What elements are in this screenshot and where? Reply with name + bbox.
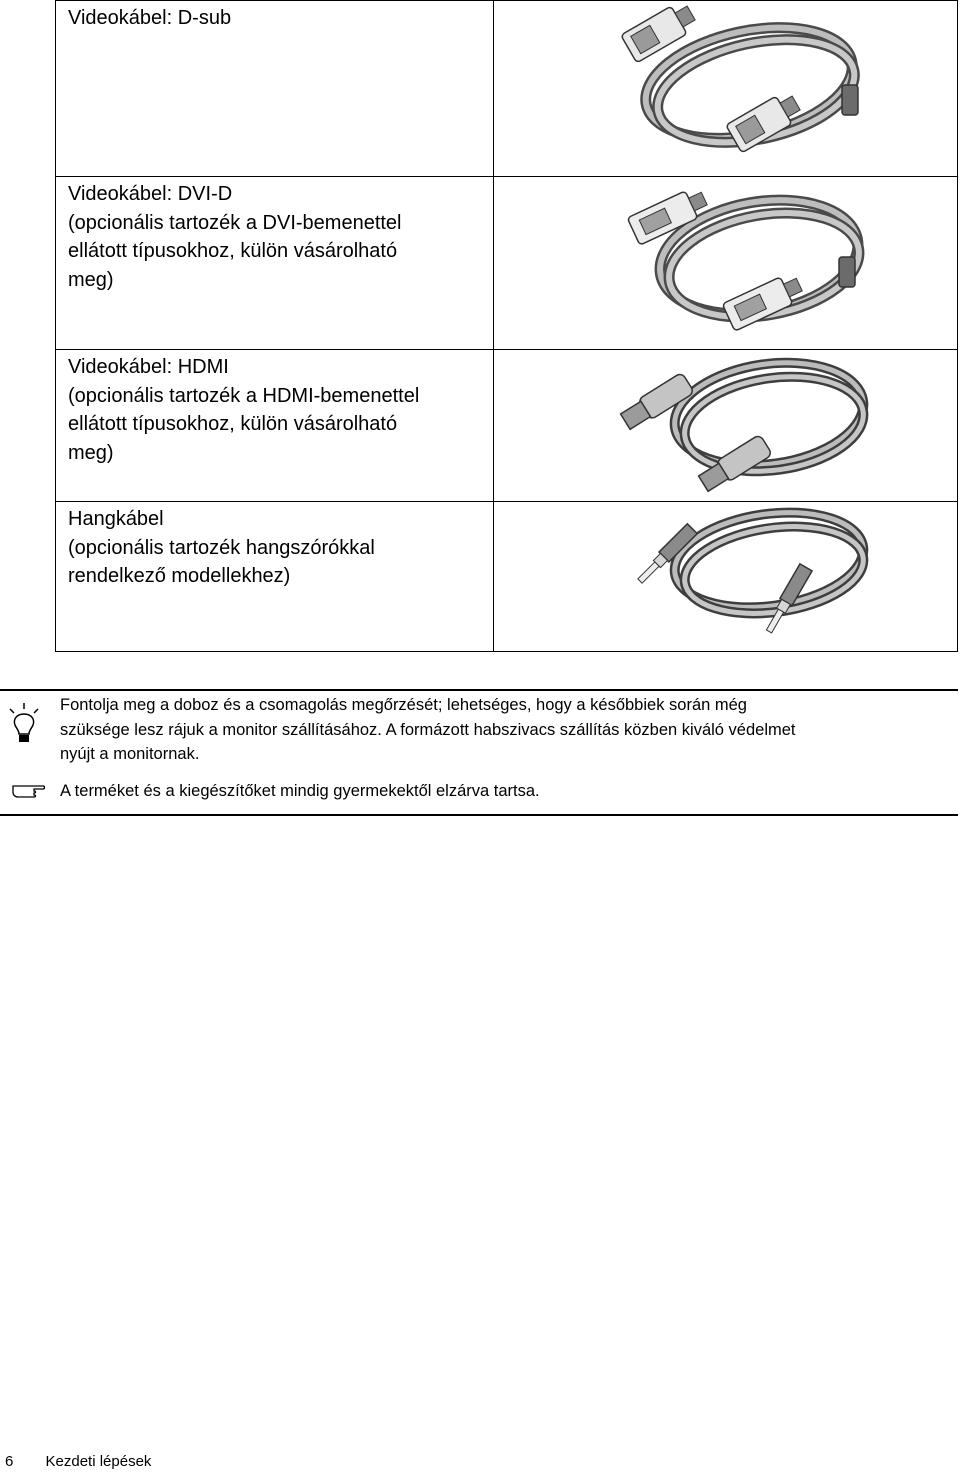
tip-line: szüksége lesz rájuk a monitor szállításához. A formázott habszivacs szállítás közben kiváló védelmet [60,720,796,739]
accessory-line: (opcionális tartozék hangszórókkal [68,536,375,559]
notes-section [0,689,958,816]
page-number: 6 [5,1453,14,1470]
pointing-hand-icon [12,781,46,799]
table-row [56,349,957,502]
accessory-line: (opcionális tartozék a HDMI-bemenettel [68,384,420,407]
table-row [56,1,957,176]
vga-cable-image [494,1,957,176]
accessory-line: ellátott típusokhoz, külön vásárolható [68,240,398,262]
accessory-line: Videokábel: DVI-D [68,183,233,205]
table-row [56,176,957,350]
tip-line: Fontolja meg a doboz és a csomagolás megőrzését; lehetséges, hogy a későbbiek során még [60,696,747,714]
hdmi-cable-image [494,350,957,502]
audio-cable-image [494,502,957,652]
accessories-table [55,0,958,652]
accessory-line: ellátott típusokhoz, külön vásárolható [68,413,398,435]
accessory-line: meg) [68,268,114,291]
accessory-line: Videokábel: D-sub [68,7,232,29]
section-title: Kezdeti lépések [45,1453,152,1470]
lightbulb-icon [4,701,44,745]
accessory-line: meg) [68,441,114,464]
accessory-description [56,1,494,176]
accessory-line: Hangkábel [68,508,164,530]
audio-cable-icon [494,502,957,651]
vga-cable-icon [494,1,957,175]
tip-note [60,693,796,767]
accessory-line: (opcionális tartozék a DVI-bemenettel [68,211,402,234]
accessory-description [56,177,494,350]
dvi-cable-icon [494,177,957,349]
page-footer [5,1453,151,1470]
accessory-description [56,502,494,652]
tip-line: nyújt a monitornak. [60,745,200,763]
accessory-description [56,350,494,502]
hdmi-cable-icon [494,350,957,501]
accessory-line: Videokábel: HDMI [68,356,229,378]
accessory-line: rendelkező modellekhez) [68,565,291,587]
warning-note: A terméket és a kiegészítőket mindig gyermekektől elzárva tartsa. [60,782,540,800]
dvi-cable-image [494,177,957,350]
table-row [56,501,957,652]
